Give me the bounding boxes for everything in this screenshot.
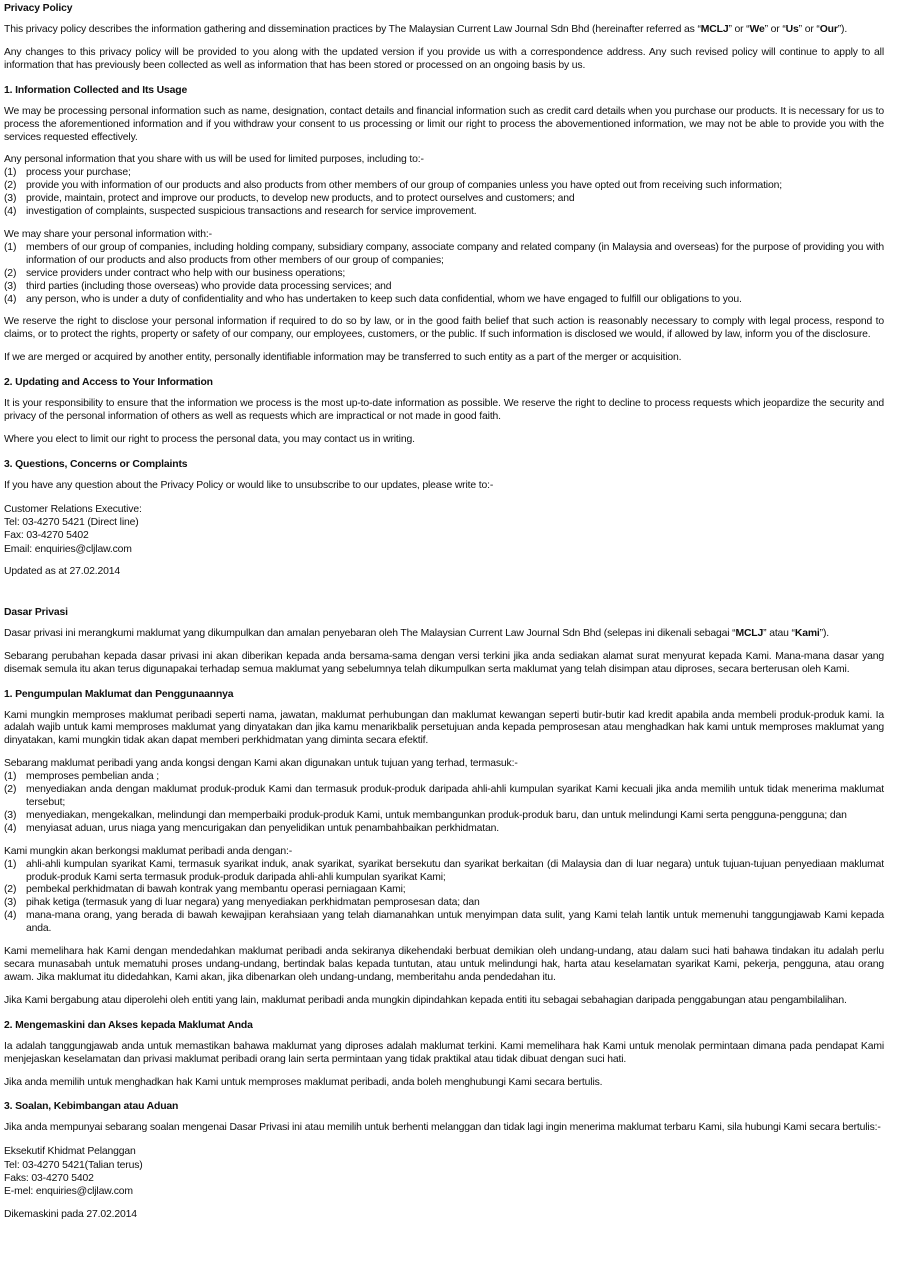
- list-item-text: provide, maintain, protect and improve our products, to develop new products, and to protect ourselves and customers; and: [26, 193, 575, 205]
- list-item: [4, 823, 884, 836]
- list-item-number: (4): [4, 910, 17, 922]
- paragraph: We may be processing personal information such as name, designation, contact details and financial information such as credit card details when you purchase our products. It is necessary for us to process the aforementioned information and if you withdraw your consent to us processing or limit our right to process the abovementioned information, we may not be able to provide you with the services requested effectively.: [4, 105, 884, 143]
- page-title: Privacy Policy: [4, 3, 73, 14]
- paragraph: Kami mungkin memproses maklumat peribadi seperti nama, jawatan, maklumat perhubungan dan maklumat kewangan seperti butir-butir kad kredit apabila anda membeli produk-produk kami. Ia adalah wajib untuk kami memproses maklumat yang dinyatakan dan jika kamu menarikbalik persetujuan anda kepada pemprosesan atau menghadkan hak kami untuk memproses maklumat yang dinyatakan, kami mungkin tidak akan dapat memberi perkhidmatan yang diminta secara efektif.: [4, 709, 884, 747]
- list-item-text: members of our group of companies, including holding company, subsidiary company, associate company and related company (in Malaysia and overseas) for the purpose of providing you with information of our products and also products from other members of our group of companies;: [26, 241, 884, 266]
- list-item-number: (1): [4, 771, 17, 783]
- paragraph: If you have any question about the Privacy Policy or would like to unsubscribe to our updates, please write to:-: [4, 479, 494, 491]
- contact-line: Fax: 03-4270 5402: [4, 530, 89, 542]
- list-item-number: (3): [4, 193, 17, 205]
- numbered-list: [4, 859, 884, 936]
- section-title: 1. Information Collected and Its Usage: [4, 84, 188, 96]
- list-item-number: (2): [4, 784, 17, 796]
- malay-section: [4, 606, 884, 1222]
- updated-date: Dikemaskini pada 27.02.2014: [4, 1208, 137, 1220]
- paragraph: Jika Kami bergabung atau diperolehi oleh entiti yang lain, maklumat peribadi anda mungkin dipindahkan kepada entiti itu sebagai sebahagian daripada penggabungan atau pengambilalihan.: [4, 994, 847, 1006]
- paragraph: If we are merged or acquired by another entity, personally identifiable information may be transferred to such entity as a part of the merger or acquisition.: [4, 352, 682, 364]
- list-item-number: (1): [4, 858, 17, 870]
- list-item: [4, 810, 884, 823]
- paragraph: Ia adalah tanggungjawab anda untuk memastikan bahawa maklumat yang diproses adalah maklumat terkini. Kami memelihara hak Kami untuk menolak permintaan dimana pada pendapat Kami menjejaskan keselamatan dan privasi maklumat peribadi orang lain serta permintaan yang tidak praktikal atau tidak dibuat dengan suci hati.: [4, 1040, 884, 1065]
- list-item-number: (3): [4, 809, 17, 821]
- numbered-list: [4, 771, 884, 836]
- paragraph: Jika anda mempunyai sebarang soalan mengenai Dasar Privasi ini atau memilih untuk berhenti melanggan dan tidak lagi ingin menerima maklumat terbaru Kami, sila hubungi Kami secara bertulis:-: [4, 1122, 881, 1134]
- list-item: [4, 884, 884, 897]
- list-item-text: mana-mana orang, yang berada di bawah kewajipan kerahsiaan yang telah diamanahkan untuk menyimpan data sulit, yang Kami telah lantik untuk memenuhi tanggungjawab Kami kepada anda.: [26, 910, 884, 935]
- list-item-text: memproses pembelian anda ;: [26, 771, 159, 783]
- list-item-text: pembekal perkhidmatan di bawah kontrak yang membantu operasi perniagaan Kami;: [26, 884, 406, 896]
- list-item-number: (2): [4, 267, 17, 279]
- list-item: [4, 281, 884, 294]
- section-title: 2. Updating and Access to Your Information: [4, 377, 213, 389]
- contact-block: [4, 503, 884, 556]
- changes-paragraph: Any changes to this privacy policy will be provided to you along with the updated version if you provide us with a correspondence address. Any such revised policy will continue to apply to all information that has previously been collected as well as information that has been stored or processed on an ongoing basis by us.: [4, 46, 884, 71]
- list-item: [4, 167, 884, 180]
- list-item-number: (3): [4, 897, 17, 909]
- page-title: Dasar Privasi: [4, 606, 68, 618]
- list-item-text: pihak ketiga (termasuk yang di luar negara) yang menyediakan perkhidmatan pemprosesan data; dan: [26, 897, 480, 909]
- numbered-list: [4, 242, 884, 307]
- list-item-text: provide you with information of our products and also products from other members of our group of companies unless you have opted out from receiving such information;: [26, 180, 782, 192]
- paragraph: Any personal information that you share with us will be used for limited purposes, including to:-: [4, 154, 424, 166]
- list-item-number: (2): [4, 180, 17, 192]
- list-item-text: menyediakan anda dengan maklumat produk-produk Kami dan termasuk produk-produk daripada ahli-ahli kumpulan syarikat Kami kecuali jika anda memilih untuk tidak menerima maklumat tersebut;: [26, 784, 884, 808]
- list-item: [4, 897, 884, 910]
- contact-line: Faks: 03-4270 5402: [4, 1172, 94, 1184]
- list-item: [4, 180, 884, 193]
- intro-paragraph: This privacy policy describes the information gathering and dissemination practices by The Malaysian Current Law Journal Sdn Bhd (hereinafter referred as “MCLJ” or “We” or “Us” or “Our”).: [4, 24, 848, 35]
- list-item-number: (3): [4, 280, 17, 292]
- section-title: 1. Pengumpulan Maklumat dan Penggunaannya: [4, 688, 234, 700]
- updated-date: Updated as at 27.02.2014: [4, 565, 120, 577]
- list-item-text: any person, who is under a duty of confidentiality and who has undertaken to keep such data confidential, whom we have engaged to fulfill our obligations to you.: [26, 293, 742, 305]
- paragraph: It is your responsibility to ensure that the information we process is the most up-to-date information as possible. We reserve the right to decline to process requests which jeopardize the security and privacy of the personal information of others as well as requests which are impractical or not made in good faith.: [4, 398, 884, 423]
- list-item-text: ahli-ahli kumpulan syarikat Kami, termasuk syarikat induk, anak syarikat, syarikat bersekutu dan syarikat berkaitan (di Malaysia dan di luar negara) untuk tujuan-tujuan penyediaan maklumat produk-produk Kami serta termasuk produk-produk daripada ahli-ahli kumpulan syarikat Kami;: [26, 858, 884, 883]
- list-item-number: (4): [4, 293, 17, 305]
- english-section: [4, 2, 884, 579]
- paragraph: Where you elect to limit our right to process the personal data, you may contact us in writing.: [4, 433, 415, 445]
- list-item: [4, 206, 884, 219]
- paragraph: We reserve the right to disclose your personal information if required to do so by law, or in the good faith belief that such action is reasonably necessary to comply with legal process, respond to claims, or to protect the rights, property or safety of our company, our employees, customers, or the public. If such information is disclosed we would, if allowed by law, inform you of the disclosure.: [4, 316, 884, 341]
- contact-email: Email: enquiries@cljlaw.com: [4, 543, 132, 555]
- list-item: [4, 268, 884, 281]
- paragraph: Jika anda memilih untuk menghadkan hak Kami untuk memproses maklumat peribadi, anda boleh menghubungi Kami secara bertulis.: [4, 1076, 603, 1088]
- contact-block: [4, 1145, 884, 1198]
- list-item-number: (1): [4, 167, 17, 179]
- paragraph: Kami memelihara hak Kami dengan mendedahkan maklumat peribadi anda sekiranya dikehendaki berbuat demikian oleh undang-undang, atau dalam suci hati bahawa tindakan itu adalah perlu secara munasabah untuk mematuhi proses undang-undang, bertindak balas kepada tuntutan, atau untuk melindungi hak, harta atau keselamatan syarikat Kami, pekerja, pengguna, atau orang awam. Jika maklumat itu didedahkan, Kami akan, jika dibenarkan oleh undang-undang, memberitahu anda pendedahan itu.: [4, 946, 884, 983]
- list-item: [4, 910, 884, 936]
- section-title: 3. Soalan, Kebimbangan atau Aduan: [4, 1101, 179, 1113]
- list-item-text: menyediakan, mengekalkan, melindungi dan memperbaiki produk-produk Kami, untuk membangunkan produk-produk baru, dan untuk melindungi Kami serta pengguna-pengguna; dan: [26, 809, 847, 821]
- list-item-text: menyiasat aduan, urus niaga yang mencurigakan dan penyelidikan untuk penambahbaikan perkhidmatan.: [26, 822, 499, 834]
- contact-email: E-mel: enquiries@cljlaw.com: [4, 1186, 133, 1198]
- contact-line: Tel: 03-4270 5421 (Direct line): [4, 517, 139, 529]
- list-item: [4, 294, 884, 307]
- list-item-text: service providers under contract who help with our business operations;: [26, 267, 346, 279]
- list-item-number: (4): [4, 822, 17, 834]
- list-item-number: (1): [4, 241, 17, 253]
- list-item-number: (4): [4, 206, 17, 218]
- section-title: 2. Mengemaskini dan Akses kepada Maklumat Anda: [4, 1019, 253, 1031]
- list-item-number: (2): [4, 884, 17, 896]
- list-item-text: investigation of complaints, suspected suspicious transactions and research for service improvement.: [26, 206, 477, 218]
- section-title: 3. Questions, Concerns or Complaints: [4, 458, 188, 470]
- numbered-list: [4, 167, 884, 219]
- changes-paragraph: Sebarang perubahan kepada dasar privasi ini akan diberikan kepada anda bersama-sama dengan versi terkini jika anda sediakan alamat surat menyurat kepada Kami. Mana-mana dasar yang disemak semula itu akan terus digunapakai terhadap semua maklumat yang sebelumnya telah dikumpulkan serta maklumat yang telah disimpan atau diproses, secara berterusan oleh Kami.: [4, 650, 884, 675]
- intro-paragraph: Dasar privasi ini merangkumi maklumat yang dikumpulkan dan amalan penyebaran oleh The Malaysian Current Law Journal Sdn Bhd (selepas ini dikenali sebagai “MCLJ” atau “Kami”).: [4, 627, 830, 639]
- list-item: [4, 242, 884, 268]
- contact-line: Eksekutif Khidmat Pelanggan: [4, 1146, 136, 1158]
- paragraph: We may share your personal information with:-: [4, 228, 212, 240]
- paragraph: Kami mungkin akan berkongsi maklumat peribadi anda dengan:-: [4, 845, 293, 857]
- contact-line: Tel: 03-4270 5421(Talian terus): [4, 1159, 143, 1171]
- contact-line: Customer Relations Executive:: [4, 503, 142, 515]
- list-item: [4, 193, 884, 206]
- list-item-text: third parties (including those overseas) who provide data processing services; and: [26, 280, 392, 292]
- list-item: [4, 784, 884, 810]
- list-item: [4, 859, 884, 885]
- list-item: [4, 771, 884, 784]
- list-item-text: process your purchase;: [26, 167, 131, 179]
- paragraph: Sebarang maklumat peribadi yang anda kongsi dengan Kami akan digunakan untuk tujuan yang terhad, termasuk:-: [4, 758, 518, 770]
